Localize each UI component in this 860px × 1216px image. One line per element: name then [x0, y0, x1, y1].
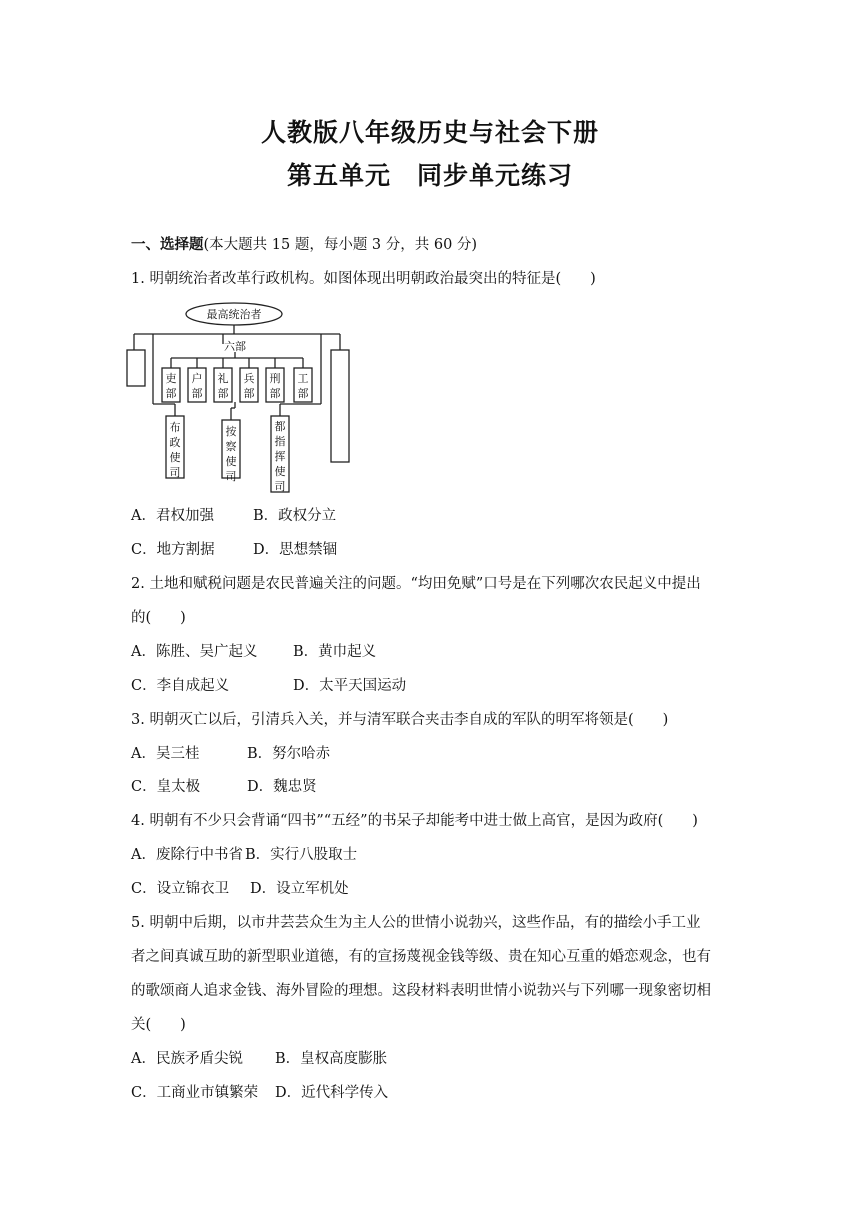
question-2-stem-line-2: 的( ) — [131, 610, 186, 626]
question-4-options-row-2 — [131, 879, 349, 899]
section-heading-note: (本大题共 15 题，每小题 3 分，共 60 分) — [203, 237, 478, 253]
question-5-options-row-2 — [131, 1083, 388, 1103]
diagram-local-office-3-char: 司 — [274, 480, 286, 493]
page-subtitle: 第五单元 同步单元练习 — [286, 161, 573, 190]
diagram-local-office-3-char: 指 — [274, 435, 286, 448]
question-1-option-b[interactable]: B．政权分立 — [253, 508, 337, 524]
diagram-ministry-3 — [218, 371, 229, 400]
question-4-options-row-1 — [131, 845, 357, 865]
question-3-options-row-1 — [131, 744, 330, 764]
government-structure-svg — [125, 296, 365, 496]
diagram-ministry-2-char: 部 — [191, 387, 203, 400]
diagram-ministry-6 — [298, 372, 309, 400]
diagram-ministry-5-char: 刑 — [269, 372, 281, 385]
question-4-stem: 4. 明朝有不少只会背诵“四书”“五经”的书呆子却能考中进士做上高官，是因为政府( ) — [131, 813, 698, 829]
diagram-six-ministries-label: 六部 — [224, 340, 246, 353]
question-1-option-c[interactable]: C．地方割据 — [131, 542, 215, 558]
diagram-ministry-4-char: 兵 — [243, 372, 255, 385]
question-3-option-b[interactable]: B．努尔哈赤 — [247, 746, 331, 762]
question-2-stem-line-1: 2. 土地和赋税问题是农民普遍关注的问题。“均田免赋”口号是在下列哪次农民起义中提出 — [131, 576, 701, 592]
question-4-option-a[interactable]: A．废除行中书省 — [131, 847, 243, 863]
diagram-local-office-3-char: 使 — [274, 465, 286, 478]
diagram-local-office-1-char: 司 — [169, 466, 181, 479]
page-title: 人教版八年级历史与社会下册 — [260, 118, 599, 147]
question-2-option-d[interactable]: D．太平天国运动 — [293, 678, 407, 694]
question-1-stem: 1. 明朝统治者改革行政机构。如图体现出明朝政治最突出的特征是( ) — [131, 271, 596, 287]
diagram-ministry-1 — [166, 372, 177, 400]
question-3-option-c[interactable]: C．皇太极 — [131, 779, 201, 795]
diagram-local-office-1-char: 政 — [169, 436, 181, 449]
diagram-local-office-2-char: 按 — [225, 425, 237, 438]
question-1-option-a[interactable]: A．君权加强 — [131, 508, 214, 524]
question-4-option-b[interactable]: B．实行八股取士 — [245, 847, 358, 863]
diagram-ministry-2-char: 户 — [191, 372, 203, 385]
diagram-ministry-6-char: 工 — [297, 372, 309, 385]
diagram-ministry-1-char: 部 — [165, 387, 177, 400]
question-2-option-c[interactable]: C．李自成起义 — [131, 678, 230, 694]
diagram-ministry-6-char: 部 — [297, 387, 309, 400]
diagram-local-office-2-char: 察 — [225, 440, 237, 453]
question-1-option-d[interactable]: D．思想禁锢 — [253, 542, 338, 558]
question-1-options-row-1 — [131, 506, 336, 526]
question-5-option-c[interactable]: C．工商业市镇繁荣 — [131, 1085, 259, 1101]
diagram-local-office-2 — [226, 424, 238, 483]
government-structure-diagram — [125, 296, 365, 500]
diagram-local-office-3-char: 挥 — [274, 450, 286, 463]
question-3-options-row-2 — [131, 777, 317, 797]
question-5-option-a[interactable]: A．民族矛盾尖锐 — [131, 1051, 243, 1067]
diagram-local-offices — [170, 419, 286, 493]
question-2-options-row-1 — [131, 642, 376, 662]
diagram-local-office-3-char: 都 — [274, 420, 286, 433]
question-3-option-d[interactable]: D．魏忠贤 — [247, 779, 317, 795]
diagram-ministry-1-char: 吏 — [165, 372, 177, 385]
question-5-stem-line-3: 的歌颂商人追求金钱、海外冒险的理想。这段材料表明世情小说勃兴与下列哪一现象密切相 — [131, 983, 711, 999]
diagram-ministry-5-char: 部 — [269, 387, 281, 400]
diagram-local-office-3 — [275, 419, 286, 493]
question-3-stem: 3. 明朝灭亡以后，引清兵入关，并与清军联合夹击李自成的军队的明军将领是( ) — [131, 712, 669, 728]
diagram-local-office-2-char: 使 — [225, 455, 237, 468]
section-heading — [131, 235, 477, 255]
question-4-option-c[interactable]: C．设立锦衣卫 — [131, 881, 230, 897]
diagram-local-office-2-char: 司 — [225, 470, 237, 483]
question-5-option-b[interactable]: B．皇权高度膨胀 — [275, 1051, 388, 1067]
diagram-ministry-4 — [244, 372, 255, 400]
question-5-stem-line-2: 者之间真诚互助的新型职业道德，有的宣扬蔑视金钱等级、贵在知心互重的婚恋观念，也有 — [131, 949, 711, 965]
question-2-option-b[interactable]: B．黄巾起义 — [293, 644, 377, 660]
question-2-options-row-2 — [131, 676, 406, 696]
diagram-ministry-3-char: 礼 — [217, 372, 229, 385]
question-5-stem-line-1: 5. 明朝中后期，以市井芸芸众生为主人公的世情小说勃兴，这些作品，有的描绘小手工业 — [131, 915, 701, 931]
question-5-stem-line-4: 关( ) — [131, 1017, 186, 1033]
diagram-ministries — [166, 371, 309, 400]
diagram-local-office-1-char: 布 — [169, 421, 181, 434]
diagram-local-office-1 — [170, 420, 181, 479]
diagram-top-label: 最高统治者 — [206, 308, 262, 321]
question-3-option-a[interactable]: A．吴三桂 — [131, 746, 200, 762]
diagram-ministry-2 — [192, 371, 203, 400]
question-4-option-d[interactable]: D．设立军机处 — [250, 881, 349, 897]
diagram-ministry-3-char: 部 — [217, 387, 229, 400]
question-2-option-a[interactable]: A．陈胜、吴广起义 — [131, 644, 258, 660]
question-5-options-row-1 — [131, 1049, 387, 1069]
question-5-option-d[interactable]: D．近代科学传入 — [275, 1085, 389, 1101]
diagram-ministry-4-char: 部 — [243, 387, 255, 400]
diagram-ministry-5 — [270, 371, 281, 400]
diagram-local-office-1-char: 使 — [169, 451, 181, 464]
question-1-options-row-2 — [131, 540, 337, 560]
section-heading-label: 一、选择题 — [131, 236, 204, 253]
